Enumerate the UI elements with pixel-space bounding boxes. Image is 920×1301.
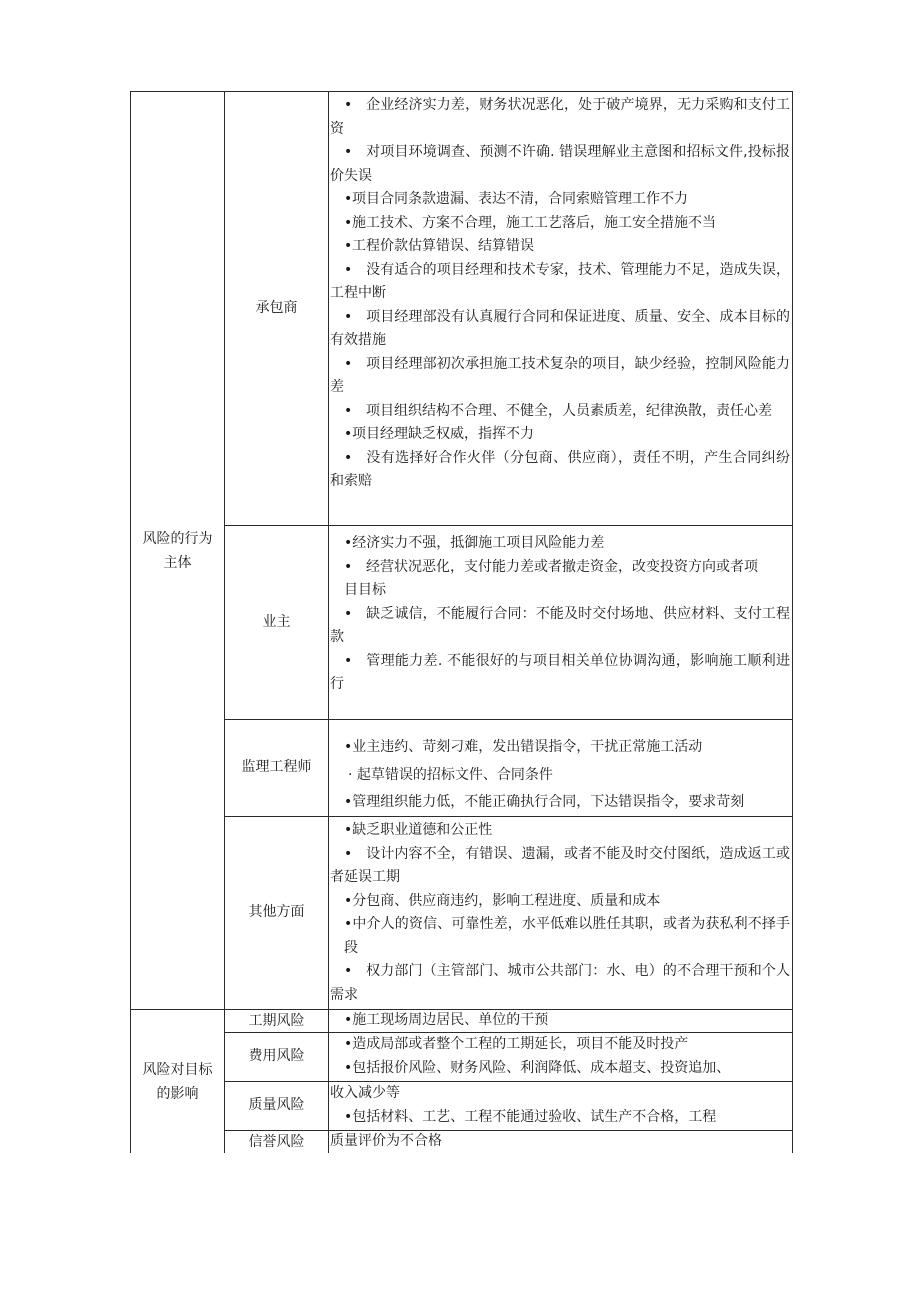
label-supervisor-text: 监理工程师: [241, 759, 312, 776]
label-contractor: [225, 92, 329, 526]
list-item: •管理组织能力低，不能正确执行合同，下达错误指令，要求苛刻: [344, 794, 745, 810]
label-contractor-text: 承包商: [255, 299, 298, 316]
label-other: [225, 817, 329, 1010]
row-owner: [131, 526, 793, 720]
list-item: 目目标: [344, 582, 386, 598]
list-item: • 项目经理部没有认真履行合同和保证进度、质量、安全、成本目标的有效措施: [330, 308, 790, 348]
cell-reputation-risk: [329, 1131, 793, 1154]
label-owner-text: 业主: [262, 613, 291, 630]
list-item: • 没有适合的项目经理和技术专家，技术、管理能力不足，造成失误，工程中断: [330, 261, 790, 301]
list-item: · 起草错误的招标文件、合同条件: [348, 766, 553, 783]
row-schedule-risk: [131, 1010, 793, 1033]
list-item: •包括材料、工艺、工程不能通过验收、试生产不合格，工程: [344, 1108, 717, 1125]
group-target-impact: [131, 1010, 225, 1154]
list-item: •施工技术、方案不合理，施工工艺落后，施工安全措施不当: [344, 214, 716, 231]
list-item: • 权力部门（主管部门、城市公共部门：水、电）的不合理干预和个人需求: [330, 963, 790, 1003]
list-item: • 项目经理部初次承担施工技术复杂的项目，缺少经验，控制风险能力差: [330, 355, 790, 395]
row-quality-risk: [131, 1082, 793, 1131]
list-item: •工程价款估算错误、结算错误: [344, 238, 534, 254]
cell-supervisor: [329, 720, 793, 817]
group-target-impact-label: 风险对目标的影响: [142, 1061, 213, 1102]
list-item: • 经营状况恶化，支付能力差或者撤走资金，改变投资方向或者项: [344, 558, 758, 575]
list-item: • 管理能力差. 不能很好的与项目相关单位协调沟通，影响施工顺利进行: [330, 652, 790, 692]
cell-schedule-risk: [329, 1010, 793, 1033]
list-item: • 缺乏诚信，不能履行合同：不能及时交付场地、供应材料、支付工程款: [330, 605, 790, 645]
risk-table: [130, 91, 793, 1153]
cell-contractor: [329, 92, 793, 526]
label-owner: [225, 526, 329, 720]
list-item: •造成局部或者整个工程的工期延长，项目不能及时投产: [344, 1036, 689, 1052]
list-item: •施工现场周边居民、单位的干预: [344, 1012, 549, 1028]
list-item: •经济实力不强，抵御施工项目风险能力差: [344, 535, 605, 551]
list-item: 收入减少等: [330, 1085, 400, 1101]
cell-other: [329, 817, 793, 1010]
list-item: •分包商、供应商违约，影响工程进度、质量和成本: [344, 892, 661, 909]
cell-owner: [329, 526, 793, 720]
row-cost-risk: [131, 1033, 793, 1082]
label-cost-risk: 费用风险: [225, 1033, 329, 1082]
group-risk-actors: [131, 92, 225, 1010]
row-contractor: [131, 92, 793, 526]
label-supervisor: [225, 720, 329, 817]
group-risk-actors-label: 风险的行为主体: [142, 530, 213, 571]
label-reputation-risk: 信誉风险: [225, 1131, 329, 1154]
cell-cost-risk: [329, 1033, 793, 1082]
row-other: [131, 817, 793, 1010]
list-item: •项目经理缺乏权威，指挥不力: [344, 426, 534, 442]
list-item: •业主违约、苛刻刁难，发出错误指令，干扰正常施工活动: [344, 739, 703, 755]
list-item: • 没有选择好合作火伴（分包商、供应商），责任不明，产生合同纠纷和索赔: [330, 449, 790, 489]
label-quality-risk: 质量风险: [225, 1082, 329, 1131]
list-item: 质量评价为不合格: [330, 1133, 442, 1149]
list-item: •缺乏职业道德和公正性: [344, 822, 493, 838]
list-item: • 对项目环境调查、预测不许确. 错误理解业主意图和招标文件,投标报价失误: [330, 144, 790, 184]
label-schedule-risk: 工期风险: [225, 1010, 329, 1033]
label-other-text: 其他方面: [248, 904, 305, 921]
list-item: •项目合同条款遗漏、表达不清，合同索赔管理工作不力: [344, 191, 688, 207]
list-item: •中介人的资信、可靠性差，水平低难以胜任其职，或者为获私利不择手段: [344, 916, 790, 956]
list-item: • 设计内容不全，有错误、遗漏，或者不能及时交付图纸，造成返工或者延误工期: [330, 845, 790, 885]
cell-quality-risk: [329, 1082, 793, 1131]
list-item: •包括报价风险、财务风险、利润降低、成本超支、投资追加、: [344, 1059, 731, 1076]
row-reputation-risk: [131, 1131, 793, 1154]
list-item: • 项目组织结构不合理、不健全，人员素质差，纪律涣散，责任心差: [344, 402, 772, 419]
row-supervisor: [131, 720, 793, 817]
list-item: • 企业经济实力差，财务状况恶化，处于破产境界，无力采购和支付工资: [330, 97, 790, 137]
